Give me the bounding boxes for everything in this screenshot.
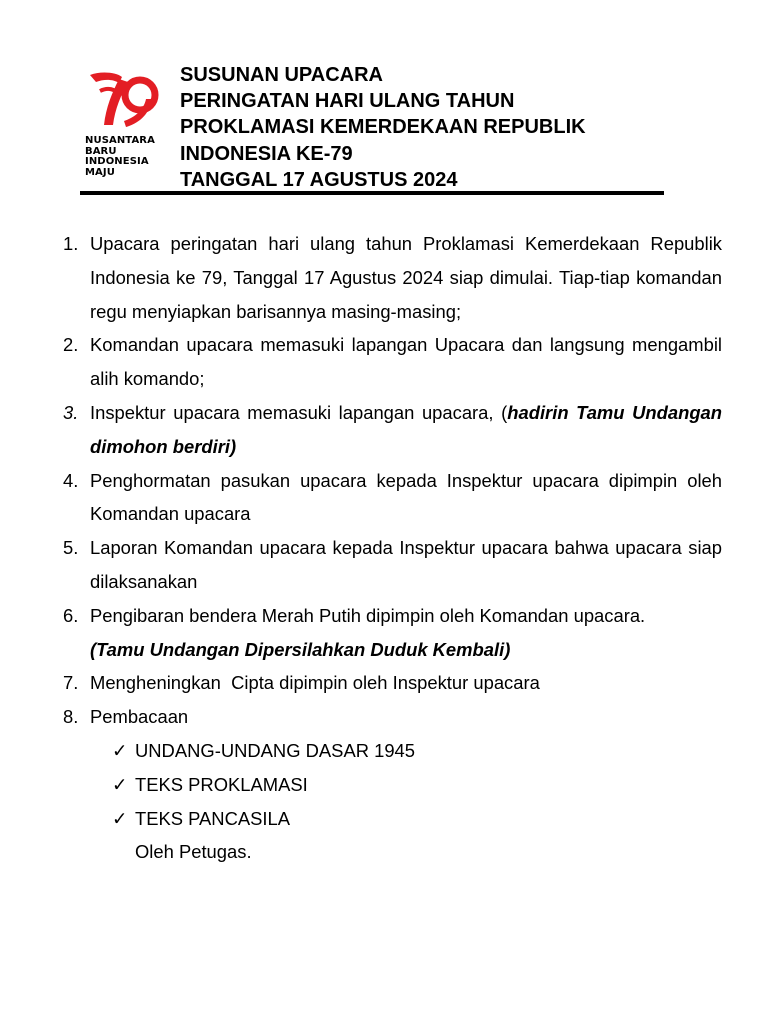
checklist-text: TEKS PROKLAMASI	[135, 773, 308, 795]
title-line: PERINGATAN HARI ULANG TAHUN	[180, 90, 515, 113]
item-number: 3.	[63, 401, 79, 423]
checklist-text: TEKS PANCASILA	[135, 807, 291, 829]
item-text	[90, 396, 722, 464]
checklist-item	[60, 734, 722, 768]
checkmark-icon: ✓	[112, 739, 128, 761]
title-line: PROKLAMASI KEMERDEKAAN REPUBLIK	[180, 116, 586, 139]
item-number: 5.	[63, 537, 79, 559]
logo-line: MAJU	[85, 166, 115, 178]
document-title	[180, 62, 586, 193]
list-item	[60, 396, 722, 464]
item-text: Komandan upacara memasuki lapangan Upacara dan langsung mengambil alih komando;	[90, 334, 722, 390]
hut-ri-79-logo	[68, 52, 180, 192]
list-item	[60, 666, 722, 700]
logo-line: NUSANTARA	[85, 135, 155, 146]
list-item	[60, 599, 722, 633]
guest-seating-note: (Tamu Undangan Dipersilahkan Duduk Kembali)	[90, 638, 511, 660]
checklist-text: UNDANG-UNDANG DASAR 1945	[135, 739, 416, 761]
item-text: Pengibaran bendera Merah Putih dipimpin oleh Komandan upacara.	[90, 604, 646, 626]
item-text-plain: Inspektur upacara memasuki lapangan upacara, (	[90, 401, 508, 423]
item-number: 7.	[63, 672, 79, 694]
item-text: Upacara peringatan hari ulang tahun Proklamasi Kemerdekaan Republik Indonesia ke 79, Tanggal 17 Agustus 2024 siap dimulai. Tiap-tiap komandan regu menyiapkan barisannya masing-masing;	[90, 233, 722, 322]
title-line: SUSUNAN UPACARA	[180, 64, 383, 86]
header-divider	[80, 191, 664, 195]
item-number: 1.	[63, 233, 79, 254]
list-item	[60, 700, 722, 734]
item-number: 4.	[63, 469, 79, 491]
closing-note: Oleh Petugas.	[135, 841, 252, 863]
item-text: Pembacaan	[90, 706, 189, 728]
list-item	[60, 464, 722, 532]
logo-wordmark	[85, 136, 155, 178]
document-header	[68, 52, 668, 192]
list-item	[60, 531, 722, 599]
item-number: 6.	[63, 604, 79, 626]
list-item	[60, 328, 722, 396]
logo-line: BARU	[85, 145, 117, 157]
item-text: Laporan Komandan upacara kepada Inspektur upacara bahwa upacara siap dilaksanakan	[90, 537, 722, 592]
checkmark-icon: ✓	[112, 773, 128, 795]
item-text: Mengheningkan Cipta dipimpin oleh Inspektur upacara	[90, 672, 540, 694]
item-number: 8.	[63, 706, 79, 728]
checkmark-icon: ✓	[112, 807, 128, 829]
checklist-item	[60, 768, 722, 802]
79-emblem-icon	[86, 69, 160, 133]
list-item	[60, 227, 722, 328]
item-text-emphasis: hadirin Tamu Undangan dimohon berdiri)	[90, 401, 723, 457]
logo-line: INDONESIA	[85, 156, 149, 167]
ceremony-agenda-list	[60, 227, 722, 869]
item-number: 2.	[63, 334, 79, 356]
title-line: INDONESIA KE-79	[180, 142, 353, 165]
title-line: TANGGAL 17 AGUSTUS 2024	[180, 168, 458, 191]
checklist-item	[60, 802, 722, 836]
item-text: Penghormatan pasukan upacara kepada Inspektur upacara dipimpin oleh Komandan upacara	[90, 469, 722, 525]
